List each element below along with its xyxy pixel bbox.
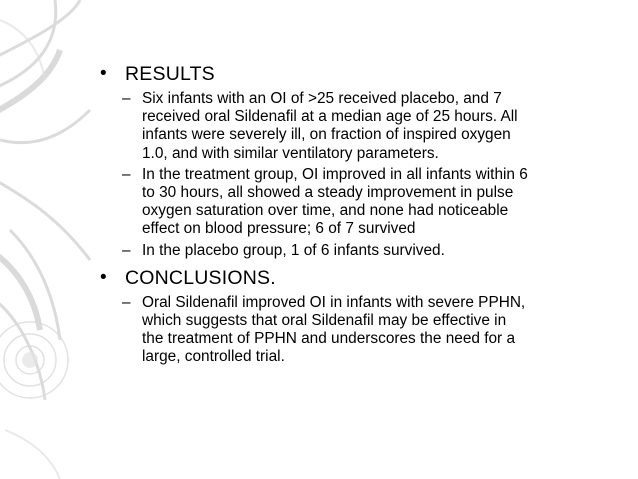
text-line: In the treatment group, OI improved in all infants within 6: [142, 165, 528, 183]
conclusions-section: [100, 266, 620, 367]
text-line: Oral Sildenafil improved OI in infants with severe PPHN,: [142, 293, 526, 311]
text-line: the treatment of PPHN and underscores the need for a: [142, 330, 516, 348]
results-heading: RESULTS: [125, 63, 215, 85]
text-line: to 30 hours, all showed a steady improvement in pulse: [142, 184, 514, 202]
list-item: [122, 242, 620, 260]
list-item: [122, 90, 620, 163]
list-item-text: [142, 166, 620, 239]
text-line: effect on blood pressure; 6 of 7 survived: [142, 220, 416, 238]
dash-icon: –: [122, 241, 131, 259]
slide-content: [100, 62, 620, 370]
text-line: Six infants with an OI of >25 received placebo, and 7: [142, 90, 502, 107]
dash-icon: –: [122, 90, 131, 107]
text-line: large, controlled trial.: [142, 348, 285, 366]
list-item-text: [142, 90, 620, 163]
results-heading-row: [100, 62, 620, 86]
dash-icon: –: [122, 293, 131, 311]
results-section: [100, 62, 620, 260]
text-line: infants were severely ill, on fraction of inspired oxygen: [142, 126, 511, 144]
list-item-text: [142, 294, 620, 367]
list-item-text: [142, 242, 620, 260]
conclusions-list: [122, 294, 620, 367]
text-line: 1.0, and with similar ventilatory parameters.: [142, 144, 439, 162]
results-list: [122, 90, 620, 260]
list-item: [122, 294, 620, 367]
list-item: [122, 166, 620, 239]
text-line: received oral Sildenafil at a median age of 25 hours. All: [142, 108, 518, 126]
conclusions-heading: CONCLUSIONS.: [125, 266, 276, 289]
text-line: oxygen saturation over time, and none had noticeable: [142, 202, 509, 220]
bullet-icon: •: [100, 266, 107, 288]
text-line: which suggests that oral Sildenafil may be effective in: [142, 312, 507, 330]
bullet-icon: •: [100, 63, 107, 84]
dash-icon: –: [122, 165, 131, 183]
text-line: In the placebo group, 1 of 6 infants survived.: [142, 241, 445, 259]
conclusions-heading-row: [100, 266, 620, 290]
